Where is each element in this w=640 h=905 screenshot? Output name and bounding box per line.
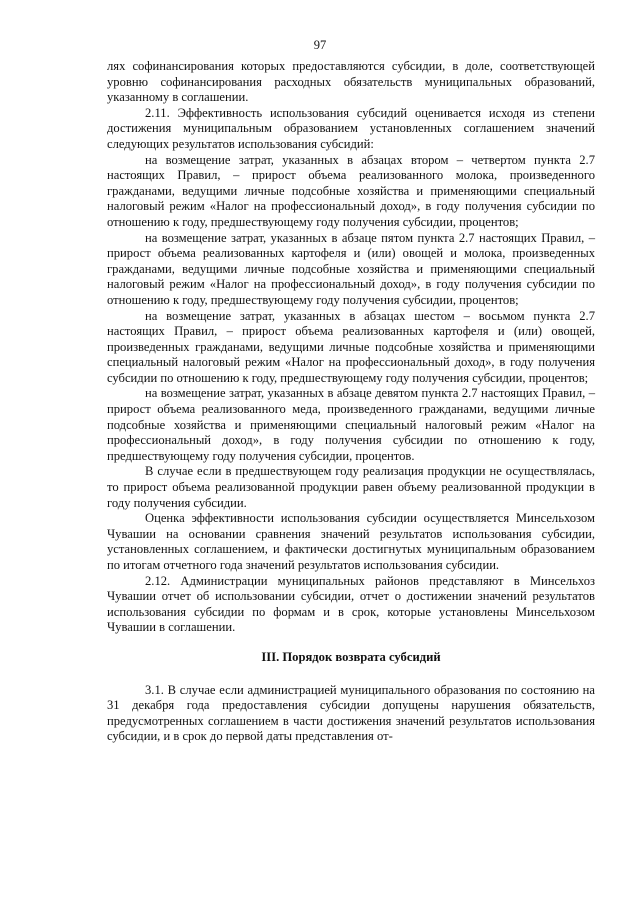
paragraph: на возмещение затрат, указанных в абзацах втором – четвертом пункта 2.7 настоящих Правил, – прирост объема реализованного молока, произведенного гражданами, ведущими личные подсобные хозяйства и применяющими специальный налоговый режим «Налог на профессиональный доход», в году получения субсидии по отношению к году, предшествующему году получения субсидии, процентов; — [107, 152, 595, 229]
paragraph: 3.1. В случае если администрацией муниципального образования по состоянию на 31 декабря года предоставления субсидии допущены нарушения обязательств, предусмотренных соглашением в части достижения значений результатов использования субсидии, и в срок до первой даты представления от- — [107, 682, 595, 744]
paragraph: 2.12. Администрации муниципальных районов представляют в Минсельхоз Чувашии отчет об использовании субсидии, отчет о достижении значений результатов использования субсидии по формам и в срок, которые установлены Минсельхозом Чувашии в соглашении. — [107, 573, 595, 635]
paragraph: В случае если в предшествующем году реализация продукции не осуществлялась, то прирост объема реализованной продукции равен объему реализованной продукции в году получения субсидии. — [107, 464, 595, 510]
spacer — [107, 666, 595, 683]
paragraph: лях софинансирования которых предоставляются субсидии, в доле, соответствующей уровню софинансирования расходных обязательств муниципальных образований, указанному в соглашении. — [107, 59, 595, 105]
page-number: 97 — [313, 38, 327, 52]
paragraph: на возмещение затрат, указанных в абзацах шестом – восьмом пункта 2.7 настоящих Правил, – прирост объема реализованных картофеля и (или) овощей, произведенных гражданами, ведущими личные подсобные хозяйства и применяющими специальный налоговый режим «Налог на профессиональный доход», в году получения субсидии по отношению к году, предшествующему году получения субсидии, процентов; — [107, 308, 595, 385]
paragraph: на возмещение затрат, указанных в абзаце пятом пункта 2.7 настоящих Правил, – прирост объема реализованных картофеля и (или) овощей и молока, произведенных гражданами, ведущими личные подсобные хозяйства и применяющими специальный налоговый режим «Налог на профессиональный доход», в году получения субсидии по отношению к году, предшествующему году получения субсидии, процентов; — [107, 230, 595, 307]
section-title: III. Порядок возврата субсидий — [261, 649, 441, 664]
spacer — [107, 636, 595, 650]
paragraph: 2.11. Эффективность использования субсидий оценивается исходя из степени достижения муниципальным образованием установленных соглашением значений следующих результатов использования субсидий: — [107, 105, 595, 151]
document-body — [107, 59, 595, 745]
paragraph: Оценка эффективности использования субсидии осуществляется Минсельхозом Чувашии на основании сравнения значений результатов использования субсидии, установленных соглашением, и фактически достигнутых муниципальным образованием по итогам отчетного года значений результатов использования субсидии. — [107, 511, 595, 572]
paragraph: на возмещение затрат, указанных в абзаце девятом пункта 2.7 настоящих Правил, – прирост объема реализованного меда, произведенного гражданами, ведущими личные подсобные хозяйства и применяющими специальный налоговый режим «Налог на профессиональный доход», в году получения субсидии по отношению к году, предшествующему году получения субсидии, процентов. — [107, 386, 595, 463]
